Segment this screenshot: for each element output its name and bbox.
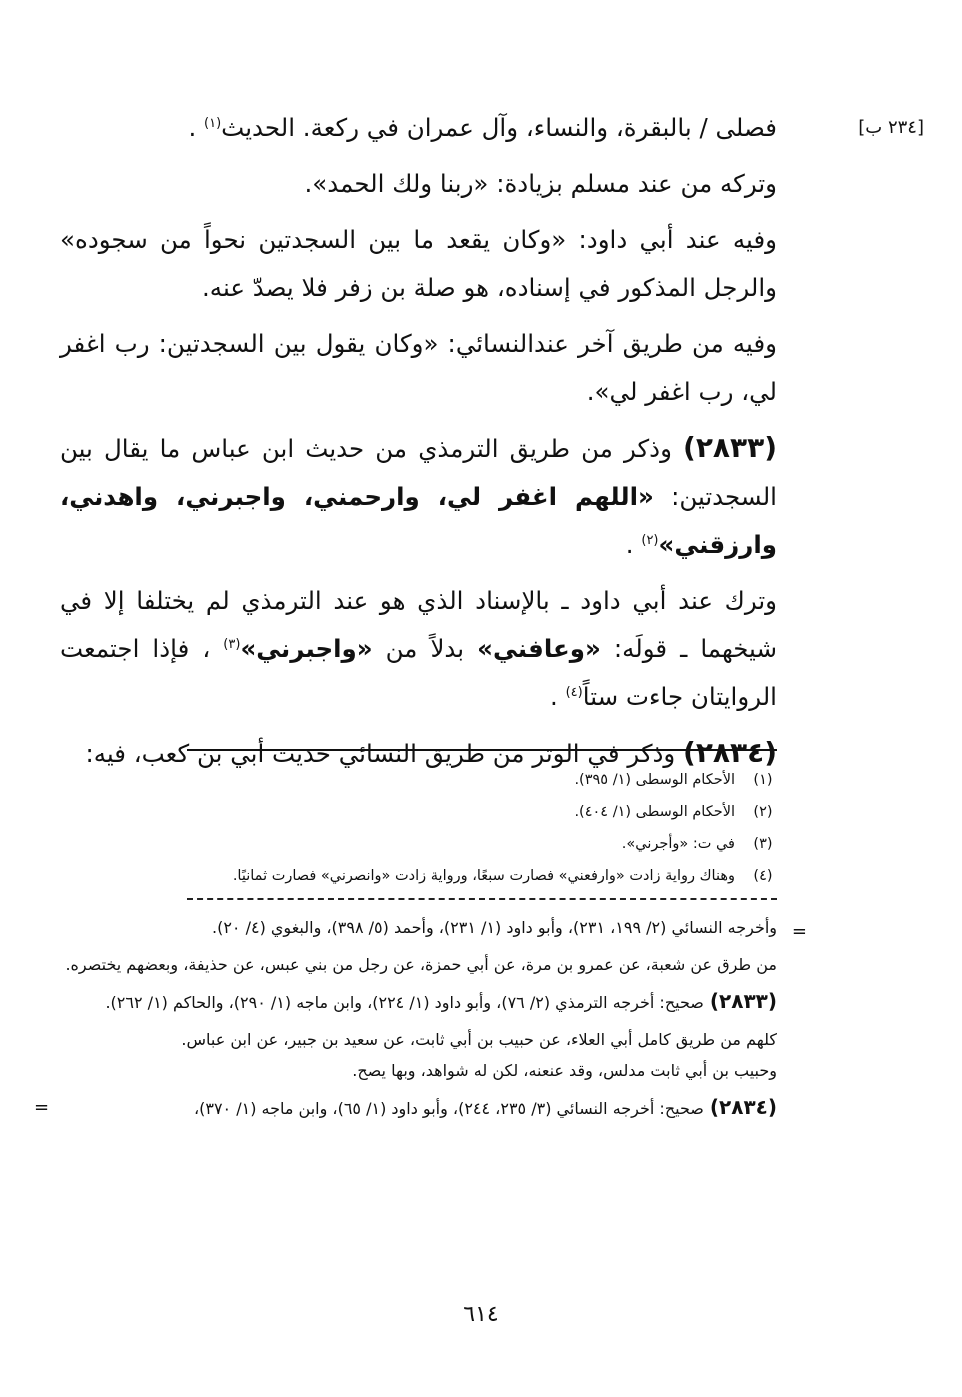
paragraph-5-end: . [625,530,642,559]
footnote-ref-2: (٢) [641,532,659,548]
main-text [60,104,777,786]
paragraph-4: وفيه من طريق آخر عندالنسائي: «وكان يقول بين السجدتين: رب اغفر لي، رب اغفر لي». [60,329,777,406]
footnote-number: (١) [753,772,773,788]
note-4: كلهم من طريق كامل أبي العلاء، عن حبيب بن أبي ثابت، عن سعيد بن جبير، عن ابن عباس. [181,1030,777,1049]
paragraph-1-end: . [188,113,205,142]
note-1-text: وأخرجه النسائي (٢/ ١٩٩، ٢٣١)، وأبو داود (١/ ٢٣١)، وأحمد (٥/ ٣٩٨)، والبغوي (٤/ ٢٠). [211,918,777,937]
note-6-text: صحيح: أخرجه النسائي (٣/ ٢٣٥، ٢٤٤)، وأبو داود (١/ ٦٥)، وابن ماجه (١/ ٣٧٠)، [193,1099,704,1118]
continuation-marker: = [791,921,807,942]
page-number: ٦١٤ [463,1302,499,1327]
takhrij-notes [34,912,807,1130]
footnote-ref-4: (٤) [565,684,583,700]
paragraph-7-text: وذكر في الوتر من طريق النسائي حديث أبي بن كعب، فيه: [85,739,684,768]
footnote-4 [150,860,777,892]
footnote-number: (٢) [753,804,773,820]
footnote-ref-1: (١) [204,115,222,131]
paragraph-5-quote: «اللهم اغفر لي، وارحمني، واجبرني، واهدني، وارزقني» [60,482,777,559]
notes-divider [187,898,777,900]
footnote-number: (٣) [753,836,773,852]
footnote-text: في ت: «وأجرني». [621,836,735,852]
footnote-ref-3: (٣) [223,636,241,652]
paragraph-3: وفيه عند أبي داود: «وكان يقعد ما بين السجدتين نحواً من سجوده» والرجل المذكور في إسناده، هو صلة بن زفر فلا يصدّ عنه. [60,225,777,302]
note-1 [60,912,807,943]
hadith-number-2833: (٢٨٣٣) [683,431,777,464]
note-6-number: (٢٨٣٤) [709,1095,777,1119]
footnote-text: الأحكام الوسطى (١/ ٣٩٥). [574,772,735,788]
paragraph-6-quote-1: «وعافني» [477,634,601,663]
footnote-2 [150,796,777,828]
margin-reference: [٢٣٤ ب] [858,117,924,138]
note-3-number: (٢٨٣٣) [709,989,777,1013]
note-5: وحبيب بن أبي ثابت مدلس، وقد عنعنه، لكن له شواهد، وبها يصح. [352,1061,777,1080]
footnote-text: الأحكام الوسطى (١/ ٤٠٤). [574,804,735,820]
continuation-marker: = [34,1097,50,1118]
footnotes [150,764,777,892]
paragraph-6-text: وترك عند أبي داود ـ بالإسناد الذي هو عند الترمذي لم يختلفا إلا في شيخهما ـ قولَه: [60,586,777,663]
paragraph-6-quote-2: «واجبرني» [240,634,373,663]
hadith-number-2834: (٢٨٣٤) [683,736,777,769]
paragraph-6-text-3: ، فإذا اجتمعت الروايتان جاءت ستاً [60,634,777,711]
paragraph-5 [60,424,777,569]
paragraph-6-text-2: بدلاً من [372,634,478,663]
footnote-1 [150,764,777,796]
footnote-divider [187,749,777,751]
paragraph-1 [60,104,777,152]
note-6 [34,1092,777,1124]
footnote-3 [150,828,777,860]
note-3 [60,986,777,1018]
footnote-text: وهناك رواية زادت «وارفعني» فصارت سبعًا، ورواية زادت «وانصرني» فصارت ثمانيًا. [232,868,735,884]
note-3-text: صحيح: أخرجه الترمذي (٢/ ٧٦)، وأبو داود (١/ ٢٢٤)، وابن ماجه (١/ ٢٩٠)، والحاكم (١/ ٢٦٢). [105,993,704,1012]
paragraph-6-end: . [550,682,566,711]
paragraph-6 [60,577,777,721]
paragraph-2: وتركه من عند مسلم بزيادة: «ربنا ولك الحمد». [304,169,777,198]
paragraph-5-text: وذكر من طريق الترمذي من حديث ابن عباس ما يقال بين السجدتين: [60,434,777,511]
paragraph-1-text: فصلى / بالبقرة، والنساء، وآل عمران في ركعة. الحديث [221,113,777,142]
note-2: من طرق عن شعبة، عن عمرو بن مرة، عن أبي حمزة، عن رجل من بني عبس، عن حذيفة، وبعضهم يختصره. [65,955,777,974]
footnote-number: (٤) [753,868,773,884]
